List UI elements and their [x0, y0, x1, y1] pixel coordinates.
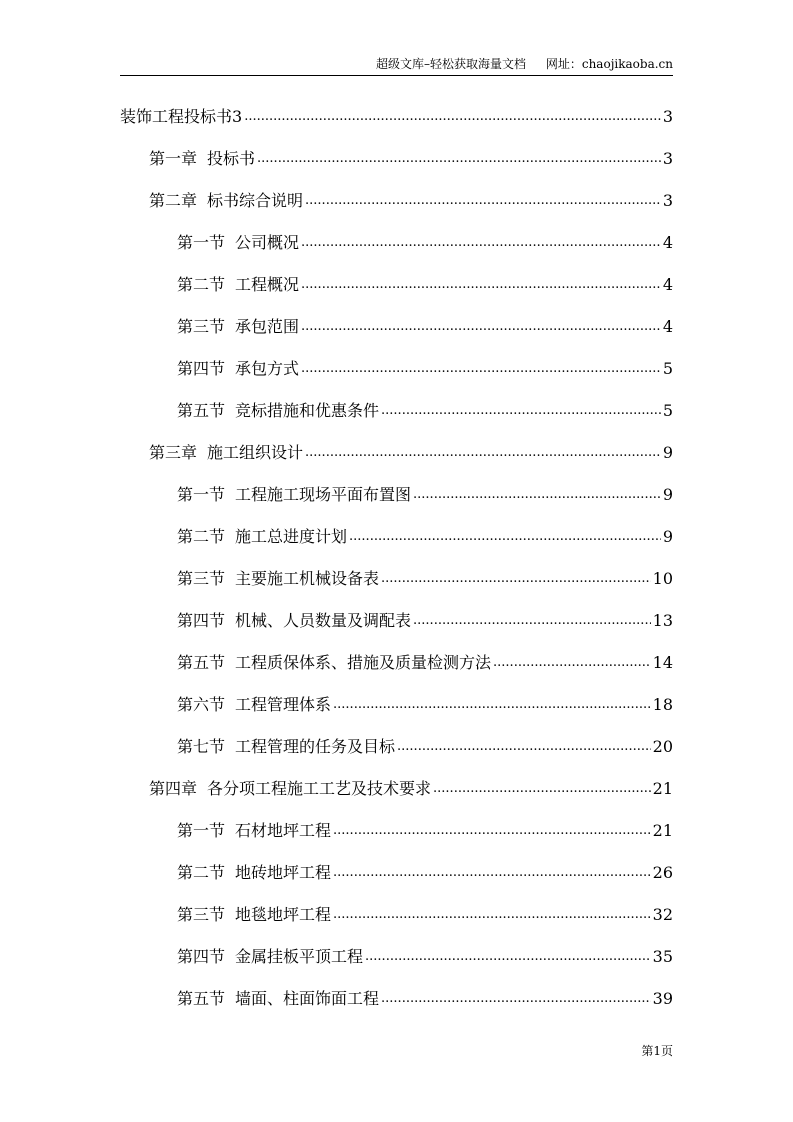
toc-title: 标书综合说明	[207, 191, 304, 210]
toc-leader	[493, 651, 651, 675]
toc-chapter: 第三节	[177, 569, 226, 588]
toc-leader	[305, 441, 661, 465]
toc-title: 公司概况	[235, 233, 300, 252]
toc-chapter: 第五节	[177, 401, 226, 420]
toc-title: 承包范围	[235, 317, 300, 336]
toc-title: 承包方式	[235, 359, 300, 378]
toc-page-number: 5	[662, 401, 673, 420]
toc-leader	[381, 399, 661, 423]
toc-title: 施工总进度计划	[235, 527, 348, 546]
toc-page-number: 20	[652, 737, 673, 756]
toc-entry-chapter[interactable]	[149, 777, 673, 801]
toc-page-number: 9	[662, 527, 673, 546]
toc-entry-section[interactable]	[177, 273, 673, 297]
toc-leader	[301, 357, 661, 381]
toc-title: 投标书	[207, 149, 256, 168]
toc-title: 地毯地坪工程	[235, 905, 332, 924]
toc-entry-section[interactable]	[177, 315, 673, 339]
toc-chapter: 第四节	[177, 611, 226, 630]
toc-leader	[257, 147, 661, 171]
toc-entry-document[interactable]	[120, 105, 673, 129]
toc-page-number: 21	[652, 779, 673, 798]
toc-entry-section[interactable]	[177, 735, 673, 759]
toc-page-number: 4	[662, 317, 673, 336]
toc-leader	[381, 567, 651, 591]
toc-title: 工程概况	[235, 275, 300, 294]
toc-entry-section[interactable]	[177, 567, 673, 591]
page-header	[120, 55, 673, 76]
toc-entry-section[interactable]	[177, 693, 673, 717]
toc-entry-section[interactable]	[177, 903, 673, 927]
toc-chapter: 第二节	[177, 527, 226, 546]
toc-title: 竞标措施和优惠条件	[235, 401, 380, 420]
toc-chapter: 第三节	[177, 317, 226, 336]
toc-chapter: 第一节	[177, 233, 226, 252]
toc-chapter: 第三节	[177, 905, 226, 924]
site-url[interactable]: 网址：chaojikaoba.cn	[545, 57, 673, 71]
toc-page-number: 3	[662, 191, 673, 210]
toc-page-number: 26	[652, 863, 673, 882]
toc-title: 工程管理体系	[235, 695, 332, 714]
toc-leader	[244, 105, 661, 129]
toc-leader	[397, 735, 651, 759]
toc-entry-section[interactable]	[177, 231, 673, 255]
toc-page-number: 21	[652, 821, 673, 840]
toc-page-number: 35	[652, 947, 673, 966]
toc-title: 工程施工现场平面布置图	[235, 485, 412, 504]
toc-title: 地砖地坪工程	[235, 863, 332, 882]
toc-leader	[433, 777, 651, 801]
toc-leader	[333, 861, 651, 885]
toc-chapter: 第一节	[177, 821, 226, 840]
toc-page-number: 3	[662, 149, 673, 168]
toc-leader	[349, 525, 661, 549]
toc-leader	[333, 693, 651, 717]
toc-page-number: 10	[652, 569, 673, 588]
page-number-label: 第1页	[641, 1044, 673, 1058]
toc-leader	[365, 945, 651, 969]
toc-chapter: 第七节	[177, 737, 226, 756]
toc-chapter: 第一章	[149, 149, 198, 168]
toc-title: 工程质保体系、措施及质量检测方法	[235, 653, 492, 672]
toc-title: 各分项工程施工工艺及技术要求	[207, 779, 432, 798]
toc-entry-section[interactable]	[177, 483, 673, 507]
toc-entry-chapter[interactable]	[149, 189, 673, 213]
toc-page-number: 39	[652, 989, 673, 1008]
toc-title: 主要施工机械设备表	[235, 569, 380, 588]
toc-entry-section[interactable]	[177, 357, 673, 381]
toc-entry-section[interactable]	[177, 987, 673, 1011]
toc-entry-section[interactable]	[177, 651, 673, 675]
toc-chapter: 第五节	[177, 989, 226, 1008]
toc-leader	[381, 987, 651, 1011]
site-name: 超级文库–轻松获取海量文档	[376, 57, 527, 71]
toc-leader	[413, 609, 651, 633]
toc-chapter: 第三章	[149, 443, 198, 462]
toc-page-number: 4	[662, 275, 673, 294]
toc-chapter: 装饰工程投标书3	[120, 107, 243, 126]
toc-leader	[333, 903, 651, 927]
toc-title: 工程管理的任务及目标	[235, 737, 396, 756]
toc-entry-section[interactable]	[177, 945, 673, 969]
toc-leader	[413, 483, 661, 507]
toc-chapter: 第五节	[177, 653, 226, 672]
toc-chapter: 第四节	[177, 947, 226, 966]
toc-page-number: 32	[652, 905, 673, 924]
toc-page-number: 9	[662, 443, 673, 462]
toc-leader	[333, 819, 651, 843]
toc-chapter: 第四章	[149, 779, 198, 798]
toc-chapter: 第四节	[177, 359, 226, 378]
toc-page-number: 13	[652, 611, 673, 630]
toc-entry-section[interactable]	[177, 399, 673, 423]
toc-page-number: 4	[662, 233, 673, 252]
toc-entry-section[interactable]	[177, 861, 673, 885]
toc-title: 机械、人员数量及调配表	[235, 611, 412, 630]
toc-title: 金属挂板平顶工程	[235, 947, 364, 966]
toc-chapter: 第二章	[149, 191, 198, 210]
toc-chapter: 第二节	[177, 275, 226, 294]
toc-page-number: 5	[662, 359, 673, 378]
toc-leader	[305, 189, 661, 213]
toc-chapter: 第六节	[177, 695, 226, 714]
toc-entry-section[interactable]	[177, 609, 673, 633]
toc-chapter: 第二节	[177, 863, 226, 882]
toc-title: 墙面、柱面饰面工程	[235, 989, 380, 1008]
toc-page-number: 3	[662, 107, 673, 126]
toc-leader	[301, 273, 661, 297]
toc-page-number: 18	[652, 695, 673, 714]
toc-entry-chapter[interactable]	[149, 147, 673, 171]
toc-title: 施工组织设计	[207, 443, 304, 462]
toc-entry-chapter[interactable]	[149, 441, 673, 465]
toc-leader	[301, 315, 661, 339]
page-footer	[641, 1042, 673, 1059]
toc-chapter: 第一节	[177, 485, 226, 504]
toc-page-number: 9	[662, 485, 673, 504]
toc-title: 石材地坪工程	[235, 821, 332, 840]
toc-leader	[301, 231, 661, 255]
toc-entry-section[interactable]	[177, 819, 673, 843]
toc-page-number: 14	[652, 653, 673, 672]
toc-entry-section[interactable]	[177, 525, 673, 549]
